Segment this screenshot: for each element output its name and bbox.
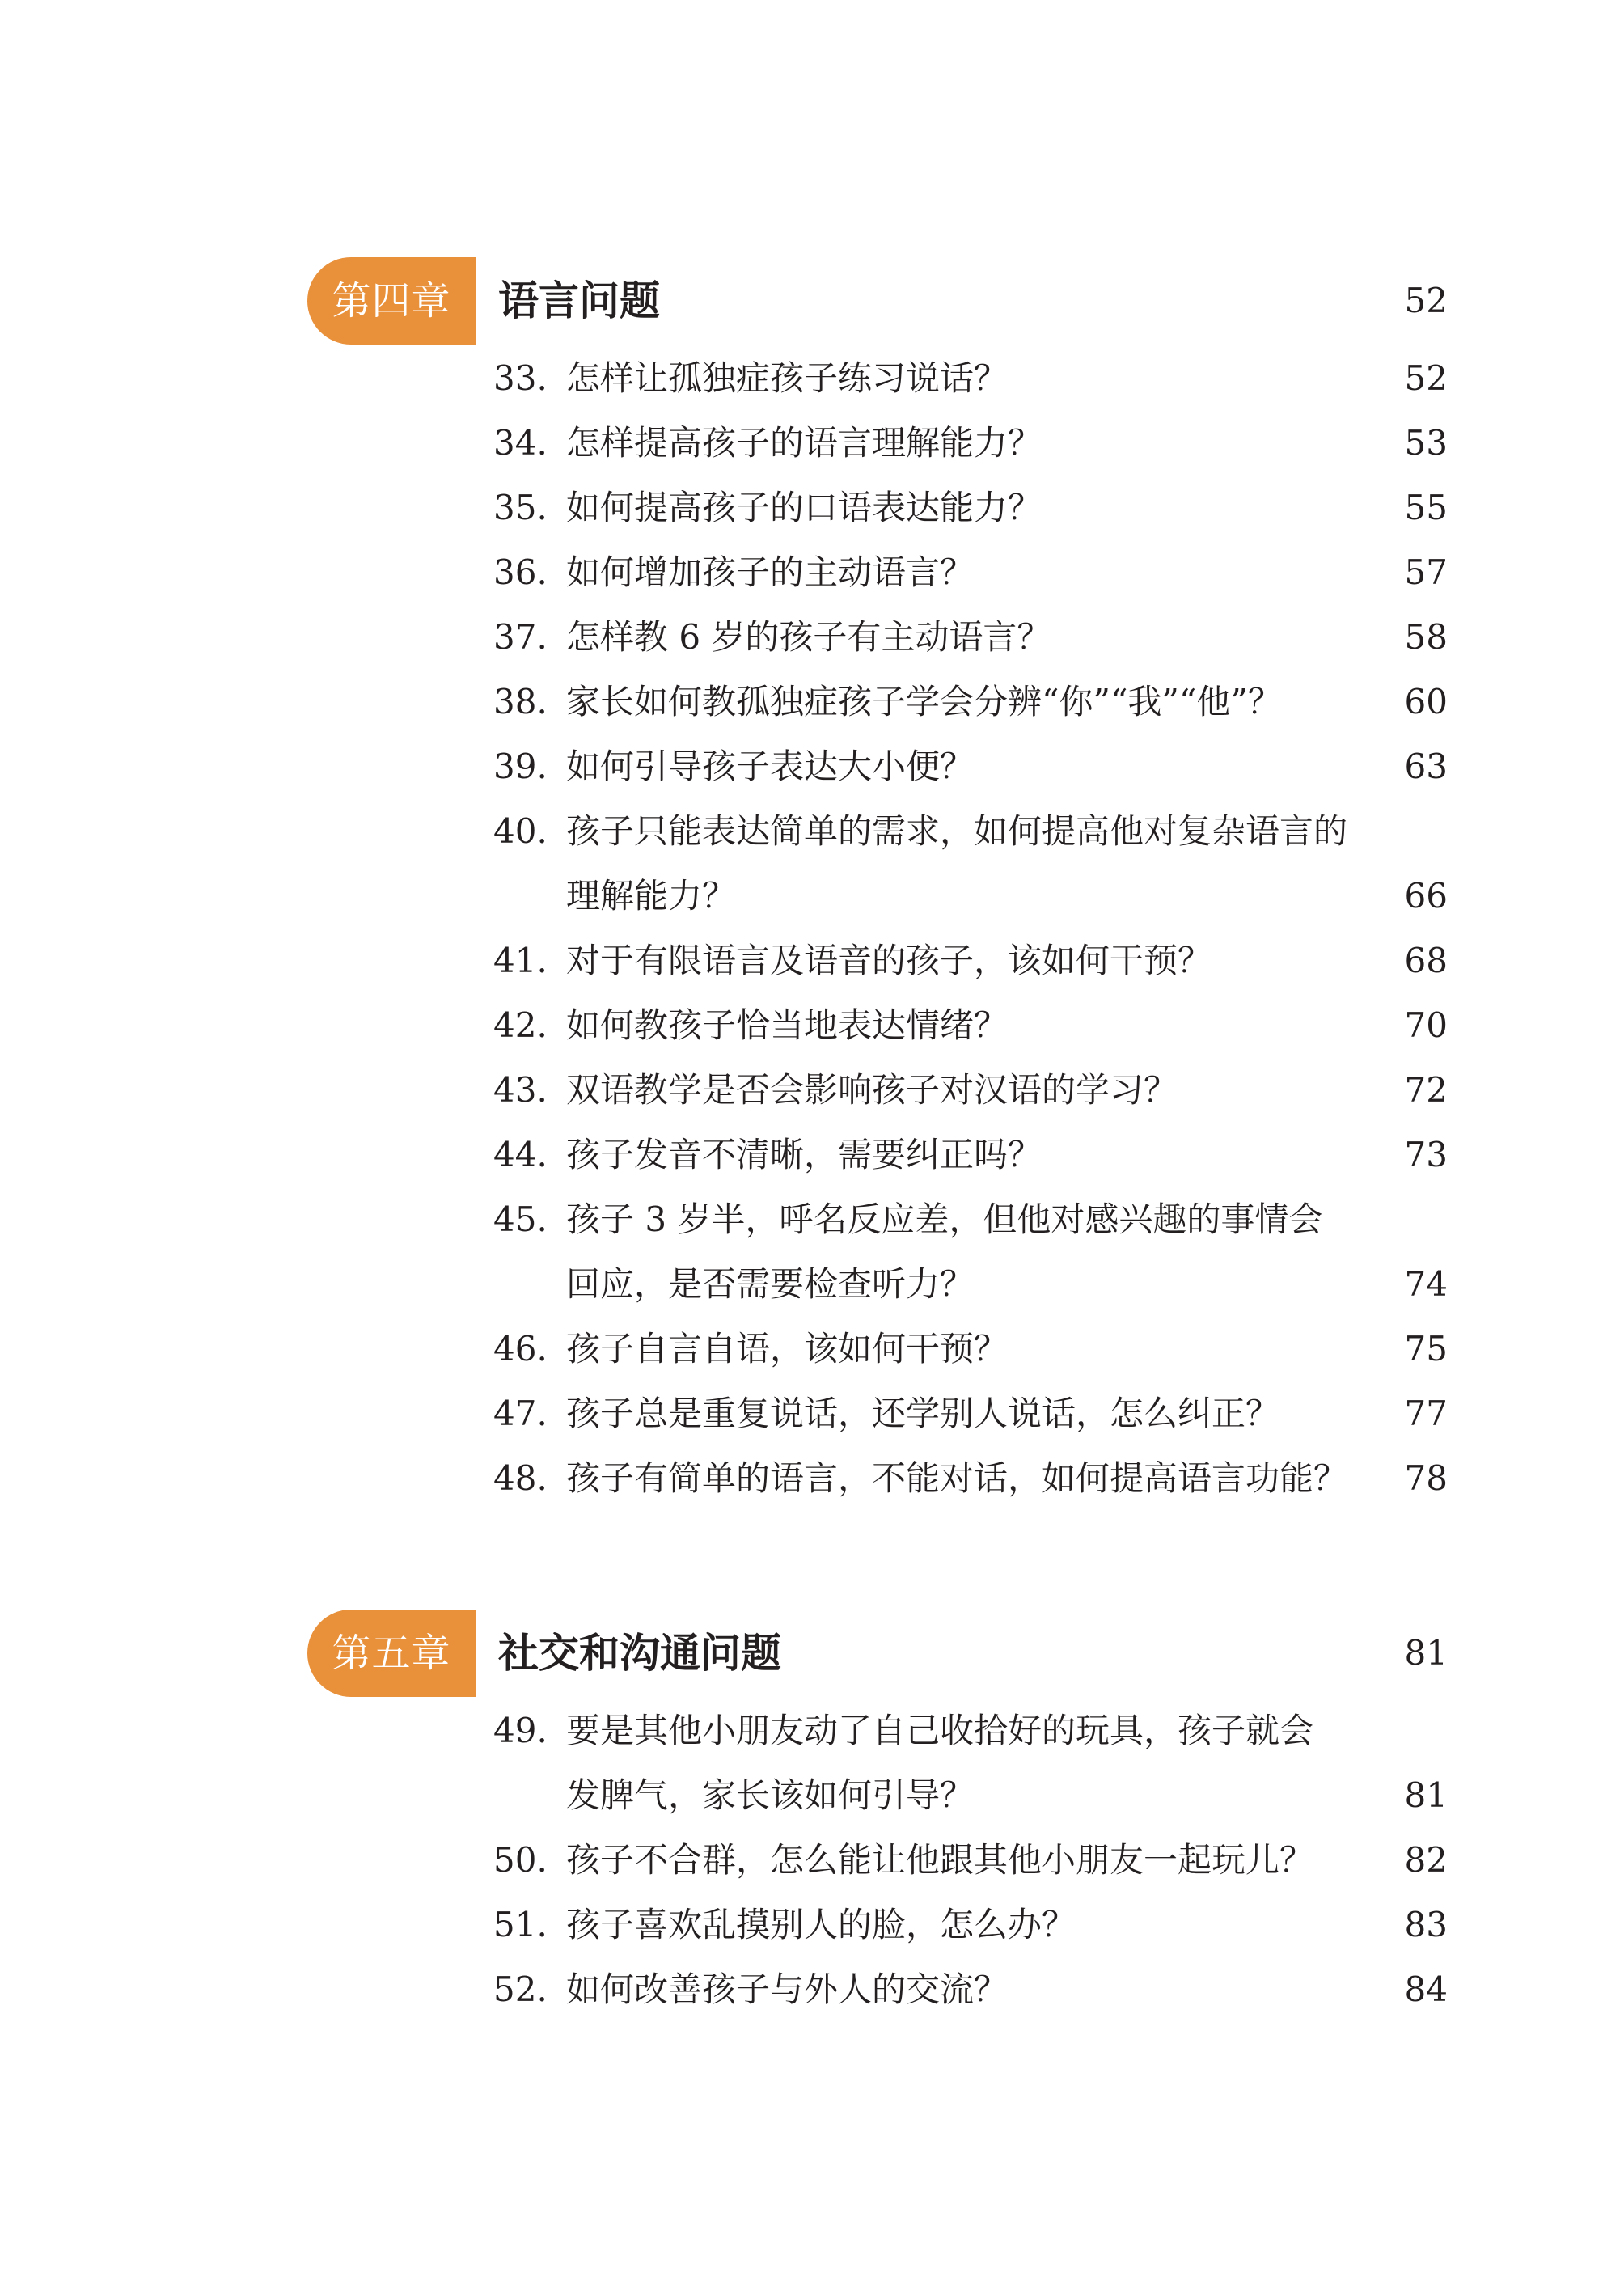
chapter-4-section: [307, 257, 1448, 1511]
entry-number: 36.: [493, 552, 548, 592]
entry-number: 49.: [493, 1711, 548, 1750]
toc-entry[interactable]: [307, 605, 1448, 670]
entry-title: 怎样教 6 岁的孩子有主动语言？: [566, 617, 1051, 657]
entry-title-continued: 理解能力？: [566, 876, 737, 916]
entry-title: 怎样让孤独症孩子练习说话？: [566, 358, 1009, 398]
entry-title-continued: 回应，是否需要检查听力？: [566, 1264, 975, 1304]
entry-number: 50.: [493, 1840, 548, 1880]
entry-number: 48.: [493, 1458, 548, 1498]
entry-page-number: 78: [1404, 1458, 1448, 1498]
entry-title: 孩子总是重复说话，还学别人说话，怎么纠正？: [566, 1394, 1280, 1433]
toc-entry[interactable]: [307, 1893, 1448, 1957]
toc-entry[interactable]: [307, 993, 1448, 1058]
toc-entry[interactable]: [307, 734, 1448, 799]
entry-page-number: 55: [1404, 488, 1448, 527]
chapter-badge: 第四章: [307, 257, 476, 345]
entry-page-number: 70: [1404, 1005, 1448, 1045]
entry-title: 要是其他小朋友动了自己收拾好的玩具，孩子就会: [566, 1711, 1314, 1750]
entry-title: 如何教孩子恰当地表达情绪？: [566, 1005, 1009, 1045]
toc-entry[interactable]: [307, 799, 1448, 929]
entry-title: 怎样提高孩子的语言理解能力？: [566, 423, 1042, 463]
entry-page-number: 82: [1404, 1840, 1448, 1880]
toc-entry[interactable]: [307, 476, 1448, 540]
entry-number: 37.: [493, 617, 548, 657]
chapter-title: 社交和沟通问题: [498, 1629, 781, 1677]
entry-number: 41.: [493, 941, 548, 980]
toc-entry[interactable]: [307, 411, 1448, 476]
entry-number: 46.: [493, 1329, 548, 1369]
entry-page-number: 83: [1404, 1905, 1448, 1944]
chapter-header[interactable]: [307, 257, 1448, 345]
toc-entry[interactable]: [307, 1123, 1448, 1187]
entry-title: 家长如何教孤独症孩子学会分辨“你”“我”“他”？: [566, 682, 1282, 721]
entry-title: 孩子自言自语，该如何干预？: [566, 1329, 1009, 1369]
entry-title: 孩子有简单的语言，不能对话，如何提高语言功能？: [566, 1458, 1348, 1498]
chapter-header[interactable]: [307, 1610, 1448, 1697]
entry-page-number: 81: [1404, 1775, 1448, 1815]
entry-page-number: 77: [1404, 1394, 1448, 1433]
entry-title: 如何改善孩子与外人的交流？: [566, 1969, 1009, 2009]
toc-entry[interactable]: [307, 1828, 1448, 1893]
entry-number: 52.: [493, 1969, 548, 2009]
entry-title: 如何引导孩子表达大小便？: [566, 747, 975, 786]
entry-page-number: 52: [1404, 358, 1448, 398]
toc-entry[interactable]: [307, 1187, 1448, 1317]
chapter-page-number: 52: [1404, 281, 1448, 320]
entry-title: 孩子只能表达简单的需求，如何提高他对复杂语言的: [566, 811, 1348, 851]
entry-number: 51.: [493, 1905, 548, 1944]
entry-page-number: 57: [1404, 552, 1448, 592]
toc-entry-list: [307, 346, 1448, 1511]
entry-title: 孩子喜欢乱摸别人的脸，怎么办？: [566, 1905, 1076, 1944]
entry-page-number: 68: [1404, 941, 1448, 980]
entry-title-continued: 发脾气，家长该如何引导？: [566, 1775, 975, 1815]
entry-number: 35.: [493, 488, 548, 527]
entry-title: 孩子不合群，怎么能让他跟其他小朋友一起玩儿？: [566, 1840, 1314, 1880]
toc-entry[interactable]: [307, 929, 1448, 993]
entry-number: 34.: [493, 423, 548, 463]
toc-entry[interactable]: [307, 1381, 1448, 1446]
toc-entry[interactable]: [307, 670, 1448, 734]
entry-page-number: 72: [1404, 1070, 1448, 1110]
entry-page-number: 84: [1404, 1969, 1448, 2009]
entry-page-number: 58: [1404, 617, 1448, 657]
entry-page-number: 66: [1404, 876, 1448, 916]
entry-number: 44.: [493, 1135, 548, 1174]
chapter-page-number: 81: [1404, 1633, 1448, 1673]
entry-number: 47.: [493, 1394, 548, 1433]
toc-entry-list: [307, 1699, 1448, 2022]
entry-page-number: 60: [1404, 682, 1448, 721]
toc-entry[interactable]: [307, 1446, 1448, 1511]
toc-entry[interactable]: [307, 1317, 1448, 1381]
entry-page-number: 53: [1404, 423, 1448, 463]
entry-page-number: 74: [1404, 1264, 1448, 1304]
chapter-5-section: [307, 1610, 1448, 2022]
entry-number: 39.: [493, 747, 548, 786]
toc-entry[interactable]: [307, 540, 1448, 605]
entry-number: 43.: [493, 1070, 548, 1110]
entry-page-number: 63: [1404, 747, 1448, 786]
toc-entry[interactable]: [307, 1699, 1448, 1828]
entry-title: 孩子发音不清晰，需要纠正吗？: [566, 1135, 1042, 1174]
entry-number: 38.: [493, 682, 548, 721]
entry-page-number: 75: [1404, 1329, 1448, 1369]
entry-title: 双语教学是否会影响孩子对汉语的学习？: [566, 1070, 1178, 1110]
chapter-badge: 第五章: [307, 1610, 476, 1697]
toc-entry[interactable]: [307, 346, 1448, 411]
toc-entry[interactable]: [307, 1058, 1448, 1123]
chapter-title: 语言问题: [498, 277, 660, 324]
toc-entry[interactable]: [307, 1957, 1448, 2022]
entry-number: 33.: [493, 358, 548, 398]
entry-title: 对于有限语言及语音的孩子，该如何干预？: [566, 941, 1212, 980]
entry-title: 如何提高孩子的口语表达能力？: [566, 488, 1042, 527]
entry-number: 40.: [493, 811, 548, 851]
entry-title: 孩子 3 岁半，呼名反应差，但他对感兴趣的事情会: [566, 1199, 1323, 1239]
entry-page-number: 73: [1404, 1135, 1448, 1174]
entry-number: 45.: [493, 1199, 548, 1239]
entry-number: 42.: [493, 1005, 548, 1045]
entry-title: 如何增加孩子的主动语言？: [566, 552, 975, 592]
